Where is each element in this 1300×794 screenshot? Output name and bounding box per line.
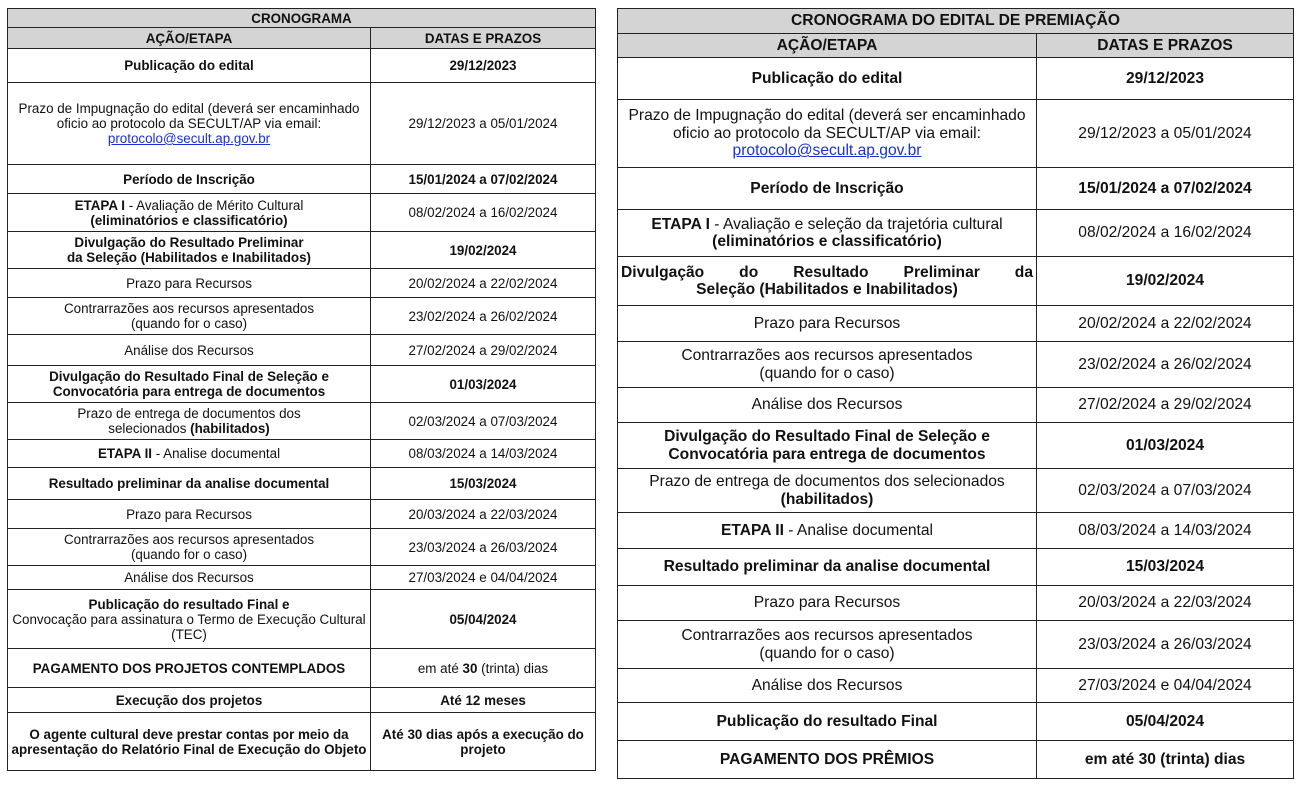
table-row: [8, 269, 596, 298]
table-row: [618, 257, 1294, 306]
date-cell: em até 30 (trinta) dias: [1037, 741, 1294, 779]
action-cell: Contrarrazões aos recursos apresentados (quando for o caso): [618, 342, 1037, 388]
action-cell: Análise dos Recursos: [8, 335, 371, 366]
date-cell: 15/01/2024 a 07/02/2024: [1037, 168, 1294, 210]
action-cell: Prazo de Impugnação do edital (deverá ser encaminhado oficio ao protocolo da SECULT/AP via email: protocolo@secult.ap.gov.br: [8, 83, 371, 165]
action-cell: Divulgação do Resultado Preliminar da Seleção (Habilitados e Inabilitados): [618, 257, 1037, 306]
action-cell: Contrarrazões aos recursos apresentados (quando for o caso): [8, 529, 371, 566]
date-cell: 29/12/2023 a 05/01/2024: [1037, 100, 1294, 168]
action-cell: Resultado preliminar da analise documental: [618, 549, 1037, 586]
table-row: [618, 210, 1294, 257]
table-row: [618, 100, 1294, 168]
table-row: [8, 529, 596, 566]
action-cell: Publicação do edital: [8, 49, 371, 83]
table-row: [8, 49, 596, 83]
date-cell: 23/02/2024 a 26/02/2024: [371, 298, 596, 335]
action-cell: Análise dos Recursos: [8, 566, 371, 590]
table-row: [618, 423, 1294, 469]
action-cell: Período de Inscrição: [618, 168, 1037, 210]
action-cell: Período de Inscrição: [8, 165, 371, 194]
date-cell: 27/03/2024 e 04/04/2024: [371, 566, 596, 590]
action-cell: Publicação do resultado Final: [618, 703, 1037, 741]
column-header-dates: DATAS E PRAZOS: [1037, 34, 1294, 58]
action-cell: ETAPA II - Analise documental: [618, 513, 1037, 549]
table-row: [8, 335, 596, 366]
table-row: [8, 298, 596, 335]
table-row: [618, 388, 1294, 423]
table-title: CRONOGRAMA: [8, 9, 596, 28]
action-cell: ETAPA I - Avaliação de Mérito Cultural (eliminatórios e classificatório): [8, 194, 371, 232]
date-cell: 08/03/2024 a 14/03/2024: [371, 440, 596, 468]
action-cell: Análise dos Recursos: [618, 388, 1037, 423]
action-cell: Análise dos Recursos: [618, 669, 1037, 703]
action-cell: Publicação do edital: [618, 58, 1037, 100]
table-row: [8, 649, 596, 688]
date-cell: 08/03/2024 a 14/03/2024: [1037, 513, 1294, 549]
action-cell: ETAPA II - Analise documental: [8, 440, 371, 468]
table-row: [618, 669, 1294, 703]
date-cell: 05/04/2024: [1037, 703, 1294, 741]
table-row: [618, 586, 1294, 621]
date-cell: 08/02/2024 a 16/02/2024: [1037, 210, 1294, 257]
date-cell: 02/03/2024 a 07/03/2024: [1037, 469, 1294, 513]
date-cell: 15/01/2024 a 07/02/2024: [371, 165, 596, 194]
date-cell: Até 12 meses: [371, 688, 596, 713]
table-row: [8, 440, 596, 468]
email-link[interactable]: protocolo@secult.ap.gov.br: [107, 131, 271, 146]
action-cell: PAGAMENTO DOS PRÊMIOS: [618, 741, 1037, 779]
date-cell: 29/12/2023: [371, 49, 596, 83]
table-row: [8, 366, 596, 403]
table-row: [618, 168, 1294, 210]
action-cell: Prazo para Recursos: [8, 500, 371, 529]
action-cell: Publicação do resultado Final e Convocação para assinatura o Termo de Execução Cultural (TEC): [8, 590, 371, 649]
column-header-dates: DATAS E PRAZOS: [371, 28, 596, 49]
table-row: [618, 621, 1294, 669]
action-cell: Prazo de entrega de documentos dos selecionados (habilitados): [8, 403, 371, 440]
date-cell: 29/12/2023 a 05/01/2024: [371, 83, 596, 165]
column-header-action: AÇÃO/ETAPA: [8, 28, 371, 49]
cronograma-table: [7, 8, 596, 771]
table-row: [618, 469, 1294, 513]
date-cell: 15/03/2024: [1037, 549, 1294, 586]
table-title-row: [8, 9, 596, 28]
table-row: [618, 549, 1294, 586]
table-row: [8, 713, 596, 771]
date-cell: 02/03/2024 a 07/03/2024: [371, 403, 596, 440]
date-cell: 05/04/2024: [371, 590, 596, 649]
table-row: [8, 232, 596, 269]
date-cell: 20/03/2024 a 22/03/2024: [1037, 586, 1294, 621]
table-row: [618, 513, 1294, 549]
table-title-row: [618, 9, 1294, 34]
table-row: [8, 500, 596, 529]
action-cell: Prazo de Impugnação do edital (deverá ser encaminhado oficio ao protocolo da SECULT/AP via email: protocolo@secult.ap.gov.br: [618, 100, 1037, 168]
date-cell: 29/12/2023: [1037, 58, 1294, 100]
date-cell: 15/03/2024: [371, 468, 596, 500]
table-row: [618, 741, 1294, 779]
table-row: [8, 468, 596, 500]
cronograma-premiacao-table: [617, 8, 1294, 779]
date-cell: 27/02/2024 a 29/02/2024: [1037, 388, 1294, 423]
date-cell: 20/03/2024 a 22/03/2024: [371, 500, 596, 529]
date-cell: 23/03/2024 a 26/03/2024: [371, 529, 596, 566]
date-cell: 08/02/2024 a 16/02/2024: [371, 194, 596, 232]
action-cell: Divulgação do Resultado Final de Seleção e Convocatória para entrega de documentos: [8, 366, 371, 403]
date-cell: 23/03/2024 a 26/03/2024: [1037, 621, 1294, 669]
action-cell: Prazo para Recursos: [8, 269, 371, 298]
email-link[interactable]: protocolo@secult.ap.gov.br: [732, 142, 922, 160]
date-cell: 27/03/2024 e 04/04/2024: [1037, 669, 1294, 703]
action-cell: Resultado preliminar da analise documental: [8, 468, 371, 500]
date-cell: 27/02/2024 a 29/02/2024: [371, 335, 596, 366]
date-cell: em até 30 (trinta) dias: [371, 649, 596, 688]
table-header-row: [618, 34, 1294, 58]
table-row: [8, 194, 596, 232]
table-title: CRONOGRAMA DO EDITAL DE PREMIAÇÃO: [618, 9, 1294, 34]
table-row: [8, 688, 596, 713]
action-cell: PAGAMENTO DOS PROJETOS CONTEMPLADOS: [8, 649, 371, 688]
table-row: [8, 590, 596, 649]
date-cell: 20/02/2024 a 22/02/2024: [371, 269, 596, 298]
date-cell: 19/02/2024: [1037, 257, 1294, 306]
action-cell: Prazo de entrega de documentos dos selecionados (habilitados): [618, 469, 1037, 513]
table-row: [8, 165, 596, 194]
action-cell: Contrarrazões aos recursos apresentados (quando for o caso): [618, 621, 1037, 669]
date-cell: 20/02/2024 a 22/02/2024: [1037, 306, 1294, 342]
table-row: [618, 306, 1294, 342]
table-header-row: [8, 28, 596, 49]
action-cell: Divulgação do Resultado Preliminar da Seleção (Habilitados e Inabilitados): [8, 232, 371, 269]
table-row: [618, 58, 1294, 100]
action-cell: ETAPA I - Avaliação e seleção da trajetória cultural (eliminatórios e classificatório): [618, 210, 1037, 257]
action-cell: Contrarrazões aos recursos apresentados (quando for o caso): [8, 298, 371, 335]
action-cell: Prazo para Recursos: [618, 586, 1037, 621]
table-row: [618, 703, 1294, 741]
date-cell: 23/02/2024 a 26/02/2024: [1037, 342, 1294, 388]
table-row: [8, 566, 596, 590]
action-cell: O agente cultural deve prestar contas por meio da apresentação do Relatório Final de Execução do Objeto: [8, 713, 371, 771]
date-cell: 19/02/2024: [371, 232, 596, 269]
action-cell: Divulgação do Resultado Final de Seleção e Convocatória para entrega de documentos: [618, 423, 1037, 469]
table-row: [8, 403, 596, 440]
table-row: [618, 342, 1294, 388]
table-row: [8, 83, 596, 165]
date-cell: 01/03/2024: [1037, 423, 1294, 469]
action-cell: Prazo para Recursos: [618, 306, 1037, 342]
column-header-action: AÇÃO/ETAPA: [618, 34, 1037, 58]
date-cell: Até 30 dias após a execução do projeto: [371, 713, 596, 771]
action-cell: Execução dos projetos: [8, 688, 371, 713]
date-cell: 01/03/2024: [371, 366, 596, 403]
